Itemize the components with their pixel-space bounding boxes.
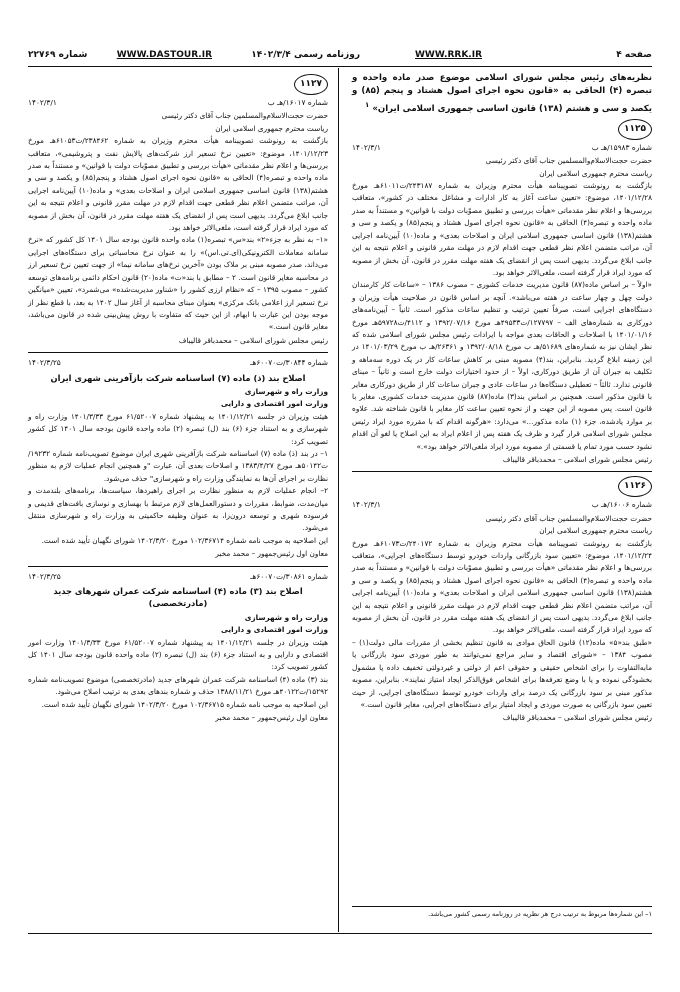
- body-paragraph: ۲– انجام عملیات لازم به منظور نظارت بر اجرای راهبردها، سیاست‌ها، برنامه‌های بلندمدت و میان‌مدت، ضوابط، مقررات و دستورالعمل‌های لازم مرتبط با بهسازی و نوسازی بافت‌های قدیمی و فرسوده شهری و توسعه درون‌زا، به عنوان وظیفه حاکمیتی به وزارت راه و شهرسازی منتقل می‌شود.: [28, 486, 328, 533]
- letter-meta: [28, 97, 328, 109]
- decision-header-1127: [28, 74, 328, 95]
- section-separator: [352, 471, 652, 472]
- letter-date: ۱۴۰۲/۳/۱: [352, 500, 381, 510]
- body-paragraph: «۱– به نظر به جزء«۲» بند«س» تبصره(۱) ماده واحده قانون بودجه سال ۱۴۰۱ کل کشور که «نرخ سامانه معاملات الکترونیکی(ای.تی.اس)» را به عنوان نرخ محاسباتی برای دستگاه‌های اجرایی می‌داند، صدر مصوبه مبنی بر ملاک بودن «آخرین نرخ‌های سامانه نیما» از جهت تعیین نرخ تسعیر ارز در محاسبه مغایر قانون است. ۲ – مطابق با بند«ت» ماده(۲۰) قانون احکام دائمی برنامه‌های توسعه کشور – مصوب ۱۳۹۵ – که «نظام ارزی کشور را «شناور مدیریت‌شده» می‌شمرد»، تعیین «میانگین نرخ تسعیر ارز اعلامی بانک مرکزی» بعنوان مبنای محاسبه از آغاز سال ۱۴۰۲ به بعد، با قطع نظر از موجه بودن این عبارت با ابهام، از این حیث که متفاوت با روش پیش‌بینی شده در قانون می‌باشد، مغایر قانون است.»: [28, 235, 328, 332]
- decision-header-1126: [352, 476, 652, 497]
- article-title: نظریه‌های رئیس مجلس شورای اسلامی موضوع صدر ماده واحده و تبصره (۴) الحاقی به «قانون نحوه اجرای اصول هشتاد و پنجم (۸۵) و یکصد و سی و هشتم (۱۳۸) قانون اساسی جمهوری اسلامی ایران» $^۱$: [352, 73, 653, 114]
- body-paragraph: ۱– در بند (ذ) ماده (۷) اساسنامه شرکت بازآفرینی شهری ایران موضوع تصویب‌نامه شماره ۱۹۲۳۲/ت۵۰۱۴۲هـ مورخ ۱۳۸۳/۴/۲۷ و اصلاحات بعدی آن، عبارت "و همچنین انجام عملیات لازم به منظور نظارت بر اجرای آن‌ها به نمایندگی وزارت راه و شهرسازی" حذف می‌شود.: [28, 448, 328, 483]
- section-separator: [28, 566, 328, 567]
- body-paragraph: هیئت وزیران در جلسه ۱۴۰۱/۱۲/۲۱ به پیشنهاد شماره ۶۱/۵۲۰۰۷ مورخ ۱۴۰۱/۳/۳۳ وزارت راه و شهرسازی و به استناد جزء (۶) بند (ل) تبصره (۲) ماده واحده قانون بودجه سال ۱۴۰۱ کل کشور تصویب کرد:: [28, 411, 328, 446]
- page-header: [28, 50, 652, 64]
- ministry-name: وزارت راه و شهرسازی: [244, 386, 328, 396]
- body-paragraph: بازگشت به رونوشت تصویبنامه هیأت محترم وزیران به شماره ۲۴۰۱۷۲/ت۶۱۰۷۳هـ مورخ ۱۴۰۱/۱۲/۲۴، موضوع: «تعیین سود بازرگانی واردات خودرو توسط دستگاه‌های اجرایی»، متعاقب بررسی‌ها و اعلام نظر مقدماتی «هیأت بررسی و تطبیق مصوّبات دولت با قوانین» و مستنداً به صدر ماده واحده و تبصره(۴) الحاقی به «قانون نحوه اجرای اصول هشتاد و پنجم(۸۵) و یکصد و سی و هشتم(۱۳۸) قانون اساسی جمهوری اسلامی ایران و اصلاحات بعدی» و ماده(۱۰) آیین‌نامه اجرایی آن، مراتب متضمن اعلام نظر قطعی جهت اقدام لازم در مهلت مقرر قانونی و اعلام نتیجه به این جانب ابلاغ می‌گردد. بدیهی است پس از انقضای یک هفته مهلت مقرر در قانون، آن بخش از مصوبه که مورد ایراد قرار گرفته است، ملغی‌الاثر خواهد بود.: [352, 538, 653, 635]
- decision-badge: ۱۱۲۵: [618, 119, 652, 140]
- issue-number: شماره ۲۲۷۶۹: [28, 50, 88, 60]
- body-paragraph: «طبق بند«۵» ماده(۱۲) قانون الحاق موادی به قانون تنظیم بخشی از مقررات مالی دولت(۱) – مصوب ۱۳۸۴ – «شورای اقتصاد و سایر مراجع نمی‌توانند به طور موردی سود بازرگانی یا مابه‌التفاوت را برای اشخاص حقیقی و حقوقی اعم از دولتی و غیردولتی تخفیف داده یا مشمول بخشودگی نموده و یا با وضع تعرفه‌ها برای اشخاص فوق‌الذکر ایجاد امتیاز نمایند». بنابراین، مصوبه مذکور مبنی بر سود بازرگانی یک درصد برای واردات خودرو توسط دستگاه‌های اجرایی، از حیث تعیین سود بازرگانی به صورت موردی و ایجاد امتیاز برای دستگاه‌های اجرایی، مغایر قانون است.»: [352, 637, 652, 709]
- column-divider: [338, 68, 339, 932]
- decision-header-1125: [352, 119, 652, 140]
- decree-heading: اصلاح بند (۳) ماده (۴) اساسنامه شرکت عمران شهرهای جدید (مادرتخصصی): [53, 586, 303, 609]
- letter-meta: [352, 499, 652, 511]
- left-column: [28, 72, 328, 725]
- signature: معاون اول رئیس‌جمهور – محمد مخبر: [215, 713, 328, 723]
- letter-date: ۱۴۰۲/۳/۱: [352, 142, 381, 152]
- letter-number: شماره ۳۰۸۶۱/ت۶۰۰۷۰هـ: [250, 571, 328, 581]
- letter-meta: [28, 357, 328, 369]
- signature: رئیس مجلس شورای اسلامی – محمدباقر قالیباف: [178, 335, 328, 345]
- body-paragraph: این اصلاحیه به موجب نامه شماره ۱۰۲/۳۶۷۱۴ مورخ ۱۴۰۲/۳/۲۰ شورای نگهبان تأیید شده است.: [41, 535, 328, 545]
- ministry-name: وزارت راه و شهرسازی: [244, 612, 328, 622]
- section-separator: [28, 352, 328, 353]
- body-paragraph: بازگشت به رونوشت تصویبنامه هیأت محترم وزیران به شماره ۲۴۳۱۸۷/ت۶۱۰۱۱هـ مورخ ۱۴۰۱/۱۲/۲۸، موضوع: «تعیین ساعت آغاز به کار ادارات و مشاغل مختلف در کشور»، متعاقب بررسی‌ها و اعلام نظر مقدماتی «هیأت بررسی و تطبیق مصوّبات دولت با قوانین» و مستنداً به صدر ماده واحده و تبصره(۴) الحاقی به «قانون نحوه اجرای اصول هشتاد و پنجم(۸۵) و یکصد و سی و هشتم(۱۳۸) قانون اساسی جمهوری اسلامی ایران و اصلاحات بعدی» و ماده(۱۰) آیین‌نامه اجرایی آن، مراتب متضمن اعلام نظر قطعی جهت اقدام لازم در مهلت مقرر قانونی و اعلام نتیجه به این جانب ابلاغ می‌گردد. بدیهی است پس از انقضای یک هفته مهلت مقرر در قانون، آن بخش از مصوبه که مورد ایراد قرار گرفته است، ملغی‌الاثر خواهد بود.: [352, 181, 653, 277]
- footer-rule: [28, 933, 652, 934]
- body-paragraph: هیئت وزیران در جلسه ۱۴۰۱/۱۲/۲۱ به پیشنهاد شماره ۶۱/۵۲۰۰۷ مورخ ۱۴۰۱/۳/۳۳ وزارت امور اقتصادی و دارایی و به استناد جزء (۶) بند (ل) تبصره (۲) ماده واحده قانون بودجه سال ۱۴۰۱ کل کشور تصویب کرد:: [28, 637, 329, 672]
- ministry-name: وزارت امور اقتصادی و دارایی: [221, 625, 328, 635]
- addressee: حضرت حجت‌الاسلام‌والمسلمین جناب آقای دکتر رئیسی: [485, 156, 652, 166]
- letter-date: ۱۴۰۲/۳/۱: [28, 98, 57, 107]
- letter-meta: [352, 142, 652, 154]
- ministry-name: وزارت امور اقتصادی و دارایی: [221, 399, 328, 409]
- letter-date: ۱۴۰۲/۳/۲۵: [28, 358, 61, 368]
- decree-heading: اصلاح بند (ذ) ماده (۷) اساسنامه شرکت بازآفرینی شهری ایران: [50, 372, 306, 383]
- letter-date: ۱۴۰۲/۳/۲۵: [28, 571, 61, 581]
- gazette-date: روزنامه رسمی ۱۴۰۲/۳/۴: [251, 50, 360, 60]
- site-link-rrk[interactable]: WWW.RRK.IR: [415, 50, 482, 60]
- title-footnote-mark: ۱: [364, 100, 370, 109]
- decision-badge: ۱۱۲۷: [294, 74, 328, 95]
- footnote: ۱– این شماره‌ها مربوط به ترتیب درج هر نظریه در روزنامه رسمی کشور می‌باشد.: [352, 906, 652, 918]
- addressee: حضرت حجت‌الاسلام‌والمسلمین جناب آقای دکتر رئیسی: [485, 513, 652, 523]
- addressee-office: ریاست محترم جمهوری اسلامی ایران: [539, 168, 652, 178]
- body-paragraph: این اصلاحیه به موجب نامه شماره ۱۰۲/۳۶۷۱۵ مورخ ۱۴۰۲/۳/۲۰ شورای نگهبان تأیید شده است.: [41, 699, 328, 709]
- signature: رئیس مجلس شورای اسلامی – محمدباقر قالیباف: [502, 713, 652, 723]
- signature: معاون اول رئیس‌جمهور – محمد مخبر: [215, 549, 328, 559]
- letter-meta: [28, 571, 328, 583]
- addressee-office: ریاست محترم جمهوری اسلامی ایران: [539, 526, 652, 536]
- letter-number: شماره ۱۶۰۱۷/هـ ب: [267, 98, 328, 107]
- signature: رئیس مجلس شورای اسلامی – محمدباقر قالیباف: [502, 455, 652, 465]
- right-column: [352, 72, 652, 725]
- body-paragraph: «اولاً – بر اساس ماده(۸۷) قانون مدیریت خدمات کشوری – مصوب ۱۳۸۶ – «ساعات کار کارمندان دولت چهل و چهار ساعت در هفته می‌باشد». آنچه بر اساس قانون در صلاحیت هیأت وزیران و دستگاه‌های اجرایی است، صرفاً تعیین ترتیب و تنظیم ساعات مذکور است. ثانیاً – آیین‌نامه‌های دورکاری به شماره‌های الف – ۱۲۷۷۹۷/ت۴۹۵۳۳هـ مورخ ۱۳۹۲/۰۷/۱۶ و ۴۱۱۲/ت۵۹۷۲۸هـ مورخ ۱۴۰۱/۰۱/۱۶ با اصلاحات و الحاقات بعدی مواجه با ایرادات رئیس مجلس شورای اسلامی شده که نظر ایشان نیز به شماره‌های ۵۱۶۸۹/هـ ب مورخ ۱۳۹۲/۰۸/۱۸ و ۲۶۳۶۱/هـ ب مورخ ۱۴۰۱/۰۳/۲۹ در این زمینه ابلاغ گردید. بنابراین، بند(۴) مصوبه مبنی بر کاهش ساعات کار در یک دوره سه‌ماهه و تکلیف به جبران آن از طریق دورکاری، اولاً – از حدود اختیارات دولت خارج است و ثانیاً – مبنای قانونی ندارد. ثالثاً – تعطیلی دستگاه‌ها در ساعات عادی و جبران ساعات کار از طریق دورکاری مغایر با قانون مذکور است. همچنین بر اساس بند(۳) ماده(۸۷) قانون مدیریت خدمات کشوری، مغایر با قانون است. پس مصوبه از این جهت و از نحوه تعیین ساعت کار مغایر با قانون شناخته شد. علاوه بر موارد یادشده، جزء (۱) ماده مذکور...» می‌دارد: «هرگونه اقدام که با مقرره مورد ایراد رئیس مجلس شورای اسلامی قرار گیرد و ظرف یک هفته پس از اعلام ایراد به این اصلاح یا لغو آن اقدام نشود حسب مورد تمام یا قسمتی از مصوبه مورد ایراد ملغی‌الاثر خواهد بود».»: [352, 280, 653, 451]
- header-rule: [28, 66, 652, 67]
- letter-number: شماره ۱۵۹۸۳/هـ ب: [591, 142, 652, 152]
- site-link-dastour[interactable]: WWW.DASTOUR.IR: [116, 50, 212, 60]
- letter-number: شماره ۳۰۸۴۴/ت۶۰۰۷۰هـ: [250, 358, 328, 368]
- letter-number: شماره ۱۶۰۰۶/هـ ب: [591, 500, 652, 510]
- page-number: صفحه ۴: [616, 50, 652, 60]
- addressee-office: ریاست محترم جمهوری اسلامی ایران: [215, 123, 328, 133]
- addressee: حضرت حجت‌الاسلام‌والمسلمین جناب آقای دکتر رئیسی: [161, 111, 328, 121]
- body-paragraph: بند (۳) ماده (۴) اساسنامه شرکت عمران شهرهای جدید (مادرتخصصی) موضوع تصویب‌نامه شماره ۱۵۲۹۲/ت۴۰۱۲۲هـ مورخ ۱۳۸۸/۱۱/۲۱ حذف و شماره بندهای بعدی به ترتیب اصلاح می‌شود.: [28, 674, 328, 697]
- body-paragraph: بازگشت به رونوشت تصویبنامه هیأت محترم وزیران به شماره ۲۳۸۴۶۲/ت۶۱۰۵۳هـ مورخ ۱۴۰۱/۱۲/۲۳، موضوع: «تعیین نرخ تسعیر ارز شرکت‌های پالایش نفت و پتروشیمی»، متعاقب بررسی‌ها و اعلام نظر مقدماتی «هیأت بررسی و تطبیق مصوّبات دولت با قوانین» و مستنداً به صدر ماده واحده و تبصره(۴) الحاقی به «قانون نحوه اجرای اصول هشتاد و پنجم(۸۵) و یکصد و سی و هشتم(۱۳۸) قانون اساسی جمهوری اسلامی ایران و اصلاحات بعدی» و ماده(۱۰) آیین‌نامه اجرایی آن، مراتب متضمن اعلام نظر قطعی جهت اقدام لازم در مهلت مقرر قانونی و اعلام نتیجه به این جانب ابلاغ می‌گردد. بدیهی است پس از انقضای یک هفته مهلت مقرر در قانون، آن بخش از مصوبه که مورد ایراد قرار گرفته است، ملغی‌الاثر خواهد بود.: [28, 136, 329, 233]
- decision-badge: ۱۱۲۶: [618, 476, 652, 497]
